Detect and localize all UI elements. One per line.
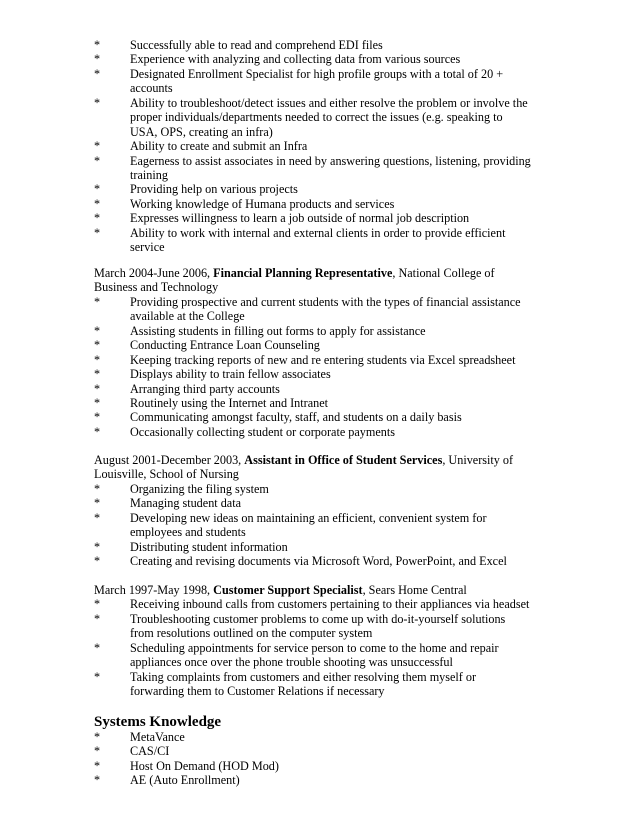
- bullet-marker: *: [94, 38, 101, 52]
- systems-item: [94, 773, 534, 787]
- job-duty-text: Scheduling appointments for service person to come to the home and repair: [130, 640, 499, 655]
- responsibility-text: Expresses willingness to learn a job outside of normal job description: [130, 211, 470, 226]
- job-duty-line: [94, 655, 534, 669]
- bullet-marker: *: [94, 395, 101, 410]
- responsibility-line: [94, 67, 534, 81]
- job-duty-item: [94, 425, 534, 439]
- bullet-marker: *: [94, 139, 101, 154]
- job-employer-continued: Louisville, School of Nursing: [94, 467, 239, 482]
- responsibility-text: Successfully able to read and comprehend EDI files: [130, 38, 383, 52]
- job-duty-line: [94, 554, 534, 568]
- job-employer: , Sears Home Central: [362, 583, 467, 597]
- job-duty-text: Occasionally collecting student or corporate payments: [130, 424, 395, 439]
- responsibility-text: training: [130, 167, 168, 182]
- systems-item-text: MetaVance: [130, 730, 185, 744]
- job-duty-text: Conducting Entrance Loan Counseling: [130, 338, 320, 353]
- bullet-marker: *: [94, 95, 101, 110]
- bullet-marker: *: [94, 554, 101, 569]
- job-duty-item: [94, 382, 534, 396]
- job-duty-text: Troubleshooting customer problems to come up with do-it-yourself solutions: [130, 611, 506, 626]
- bullet-marker: *: [94, 539, 101, 554]
- job-duty-line: [94, 324, 534, 338]
- job-duty-text: Receiving inbound calls from customers pertaining to their appliances via headset: [130, 597, 530, 612]
- responsibility-text: Working knowledge of Humana products and services: [130, 196, 395, 211]
- job-header-line: [94, 583, 534, 597]
- job-duty-item: [94, 367, 534, 381]
- responsibility-item: [94, 211, 534, 225]
- job-duty-text: appliances once over the phone trouble shooting was unsuccessful: [130, 655, 453, 670]
- responsibility-item: [94, 139, 534, 153]
- responsibility-line: [94, 52, 534, 66]
- job-entry: [94, 583, 534, 699]
- job-duty-text: employees and students: [130, 525, 246, 540]
- job-duty-text: Managing student data: [130, 496, 242, 511]
- job-header-line: [94, 266, 534, 280]
- job-employer-line: [94, 280, 534, 294]
- responsibility-text: accounts: [130, 81, 173, 96]
- bullet-marker: *: [94, 225, 101, 240]
- job-duty-line: [94, 496, 534, 510]
- systems-heading: Systems Knowledge: [94, 714, 222, 730]
- job-duty-text: Distributing student information: [130, 539, 288, 554]
- job-duty-text: Arranging third party accounts: [130, 381, 280, 396]
- responsibility-text: Designated Enrollment Specialist for high profile groups with a total of 20 +: [130, 66, 504, 81]
- job-duty-text: from resolutions outlined on the computer system: [130, 626, 373, 641]
- job-duty-line: [94, 353, 534, 367]
- systems-item: [94, 730, 534, 744]
- responsibility-text: Ability to troubleshoot/detect issues and either resolve the problem or involve the: [130, 95, 528, 110]
- systems-item-text: CAS/CI: [130, 744, 170, 759]
- job-duty-item: [94, 540, 534, 554]
- job-employer: , University of: [442, 453, 514, 467]
- bullet-marker: *: [94, 211, 101, 226]
- bullet-marker: *: [94, 744, 101, 759]
- responsibility-text: proper individuals/departments needed to correct the issues (e.g. speaking to: [130, 110, 503, 125]
- responsibility-item: [94, 38, 534, 52]
- job-entry: [94, 453, 534, 569]
- job-duty-line: [94, 382, 534, 396]
- job-header: [94, 583, 467, 597]
- job-duty-line: [94, 597, 534, 611]
- job-duty-text: Providing prospective and current students with the types of financial assistance: [130, 294, 521, 309]
- job-dates: August 2001-December 2003,: [94, 453, 245, 467]
- job-duty-item: [94, 670, 534, 699]
- job-header: [94, 453, 513, 467]
- job-duty-text: Organizing the filing system: [130, 481, 269, 496]
- bullet-marker: *: [94, 669, 101, 684]
- systems-item: [94, 744, 534, 758]
- job-duty-line: [94, 540, 534, 554]
- responsibility-item: [94, 226, 534, 255]
- bullet-marker: *: [94, 196, 101, 211]
- job-duty-item: [94, 324, 534, 338]
- responsibility-line: [94, 110, 534, 124]
- systems-item-text: Host On Demand (HOD Mod): [130, 758, 279, 773]
- bullet-marker: *: [94, 338, 101, 353]
- responsibility-line: [94, 197, 534, 211]
- job-duty-line: [94, 511, 534, 525]
- job-duty-text: Communicating amongst faculty, staff, and students on a daily basis: [130, 410, 462, 425]
- job-duty-line: [94, 425, 534, 439]
- responsibility-item: [94, 52, 534, 66]
- bullet-marker: *: [94, 496, 101, 511]
- job-duty-text: Displays ability to train fellow associates: [130, 367, 331, 382]
- bullet-marker: *: [94, 323, 101, 338]
- job-header-line: [94, 453, 534, 467]
- job-duty-item: [94, 338, 534, 352]
- job-title: Customer Support Specialist: [213, 583, 363, 597]
- systems-list: [94, 730, 534, 788]
- job-duty-line: [94, 309, 534, 323]
- responsibility-line: [94, 168, 534, 182]
- responsibility-text: Ability to work with internal and external clients in order to provide efficient: [130, 225, 506, 240]
- job-duty-text: Developing new ideas on maintaining an efficient, convenient system for: [130, 510, 487, 525]
- job-duty-line: [94, 641, 534, 655]
- responsibility-text: USA, OPS, creating an infra): [130, 124, 273, 139]
- job-duty-item: [94, 496, 534, 510]
- job-duty-line: [94, 367, 534, 381]
- job-duty-item: [94, 482, 534, 496]
- job-duty-item: [94, 597, 534, 611]
- bullet-marker: *: [94, 66, 101, 81]
- job-title: Assistant in Office of Student Services: [244, 453, 443, 467]
- responsibility-line: [94, 139, 534, 153]
- job-dates: March 2004-June 2006,: [94, 266, 214, 280]
- job-employer: , National College of: [392, 266, 495, 280]
- bullet-marker: *: [94, 294, 101, 309]
- bullet-marker: *: [94, 481, 101, 496]
- responsibility-text: service: [130, 240, 165, 255]
- responsibility-text: Ability to create and submit an Infra: [130, 139, 308, 154]
- responsibility-line: [94, 154, 534, 168]
- bullet-marker: *: [94, 758, 101, 773]
- job-duty-item: [94, 410, 534, 424]
- job-duty-text: Routinely using the Internet and Intranet: [130, 395, 328, 410]
- job-duty-item: [94, 612, 534, 641]
- responsibility-item: [94, 182, 534, 196]
- responsibility-text: Providing help on various projects: [130, 182, 298, 197]
- job-duty-text: available at the College: [130, 309, 245, 324]
- job-duty-item: [94, 295, 534, 324]
- bullet-marker: *: [94, 640, 101, 655]
- bullet-marker: *: [94, 597, 101, 612]
- job-duty-item: [94, 511, 534, 540]
- job-duty-text: Keeping tracking reports of new and re entering students via Excel spreadsheet: [130, 352, 516, 367]
- job-duty-text: forwarding them to Customer Relations if necessary: [130, 684, 385, 699]
- job-duty-line: [94, 338, 534, 352]
- job-duty-line: [94, 612, 534, 626]
- job-duty-line: [94, 525, 534, 539]
- job-duty-item: [94, 353, 534, 367]
- job-duty-line: [94, 684, 534, 698]
- responsibility-line: [94, 96, 534, 110]
- job-duty-line: [94, 670, 534, 684]
- job-duty-line: [94, 410, 534, 424]
- responsibility-line: [94, 226, 534, 240]
- job-duty-line: [94, 396, 534, 410]
- bullet-marker: *: [94, 182, 101, 197]
- bullet-marker: *: [94, 510, 101, 525]
- job-entry: [94, 266, 534, 439]
- systems-item: [94, 759, 534, 773]
- bullet-marker: *: [94, 611, 101, 626]
- responsibility-item: [94, 96, 534, 139]
- responsibility-item: [94, 67, 534, 96]
- job-duty-line: [94, 626, 534, 640]
- responsibilities-list: [94, 38, 534, 255]
- job-duty-item: [94, 554, 534, 568]
- job-duty-text: Taking complaints from customers and either resolving them myself or: [130, 669, 477, 684]
- responsibility-item: [94, 154, 534, 183]
- job-employer-continued: Business and Technology: [94, 280, 219, 295]
- job-header: [94, 266, 495, 280]
- job-dates: March 1997-May 1998,: [94, 583, 214, 597]
- bullet-marker: *: [94, 381, 101, 396]
- bullet-marker: *: [94, 424, 101, 439]
- systems-item-text: AE (Auto Enrollment): [130, 773, 240, 788]
- responsibility-line: [94, 125, 534, 139]
- job-employer-line: [94, 467, 534, 481]
- job-duty-text: Assisting students in filling out forms to apply for assistance: [130, 323, 426, 338]
- job-duty-text: Creating and revising documents via Microsoft Word, PowerPoint, and Excel: [130, 554, 507, 569]
- bullet-marker: *: [94, 730, 101, 744]
- responsibility-text: Experience with analyzing and collecting data from various sources: [130, 52, 461, 67]
- responsibility-item: [94, 197, 534, 211]
- responsibility-line: [94, 182, 534, 196]
- job-duty-line: [94, 482, 534, 496]
- responsibility-line: [94, 240, 534, 254]
- bullet-marker: *: [94, 410, 101, 425]
- job-title: Financial Planning Representative: [213, 266, 393, 280]
- bullet-marker: *: [94, 773, 101, 788]
- responsibility-text: Eagerness to assist associates in need by answering questions, listening, providing: [130, 153, 531, 168]
- bullet-marker: *: [94, 352, 101, 367]
- responsibility-line: [94, 211, 534, 225]
- job-duty-line: [94, 295, 534, 309]
- bullet-marker: *: [94, 153, 101, 168]
- bullet-marker: *: [94, 52, 101, 67]
- responsibility-line: [94, 38, 534, 52]
- bullet-marker: *: [94, 367, 101, 382]
- job-duty-item: [94, 396, 534, 410]
- responsibility-line: [94, 81, 534, 95]
- job-duty-item: [94, 641, 534, 670]
